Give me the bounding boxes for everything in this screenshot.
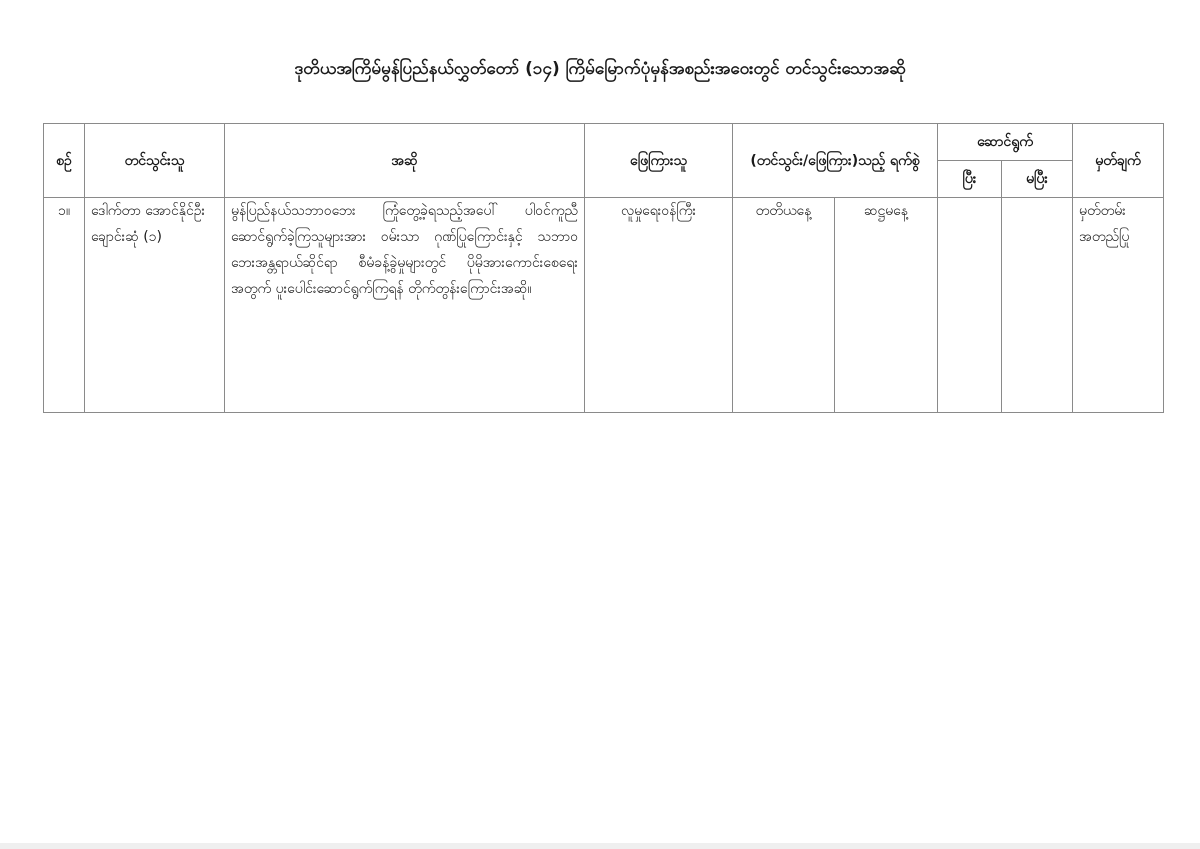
row-submitted-date: တတိယနေ့ [733,198,835,413]
row-submitter: ဒေါက်တာ အောင်နိုင်ဦး ချောင်းဆုံ (၁) [85,198,225,413]
header-no: စဉ် [44,124,85,198]
header-respondent: ဖြေကြားသူ [585,124,733,198]
table-row [44,198,1164,413]
row-number: ၁။ [44,198,85,413]
header-submitter: တင်သွင်းသူ [85,124,225,198]
header-action-done: ပြီး [938,161,1002,198]
row-respondent: လူမှုရေးဝန်ကြီး [585,198,733,413]
row-not-done-cell [1002,198,1073,413]
header-action-not-done: မပြီး [1002,161,1073,198]
row-answered-date: ဆဋ္ဌမနေ့ [835,198,938,413]
header-remarks: မှတ်ချက် [1073,124,1164,198]
motions-table [43,123,1164,413]
page-bottom-divider [0,843,1200,849]
header-action: ဆောင်ရွက် [938,124,1073,161]
header-motion: အဆို [225,124,585,198]
row-motion-text: မွန်ပြည်နယ်သဘာဝဘေး ကြုံတွေ့ခဲ့ရသည့်အပေါ် ပါဝင်ကူညီဆောင်ရွက်ခဲ့ကြသူများအား ဝမ်းသာ ဂုဏ်ပြုကြောင်းနှင့် သဘာဝဘေးအန္တရာယ်ဆိုင်ရာ စီမံခန့်ခွဲမှုများတွင် ပိုမိုအားကောင်းစေရေးအတွက် ပူးပေါင်းဆောင်ရွက်ကြရန် တိုက်တွန်းကြောင်းအဆို။ [225,198,585,413]
header-dates: (တင်သွင်း/ဖြေကြား)သည့် ရက်စွဲ [733,124,938,198]
document-title: ဒုတိယအကြိမ်မွန်ပြည်နယ်လွှတ်တော် (၁၄) ကြိမ်မြောက်ပုံမှန်အစည်းအဝေးတွင် တင်သွင်းသောအဆို [294,59,906,79]
row-remarks: မှတ်တမ်း အတည်ပြု [1073,198,1164,413]
row-done-cell [938,198,1002,413]
